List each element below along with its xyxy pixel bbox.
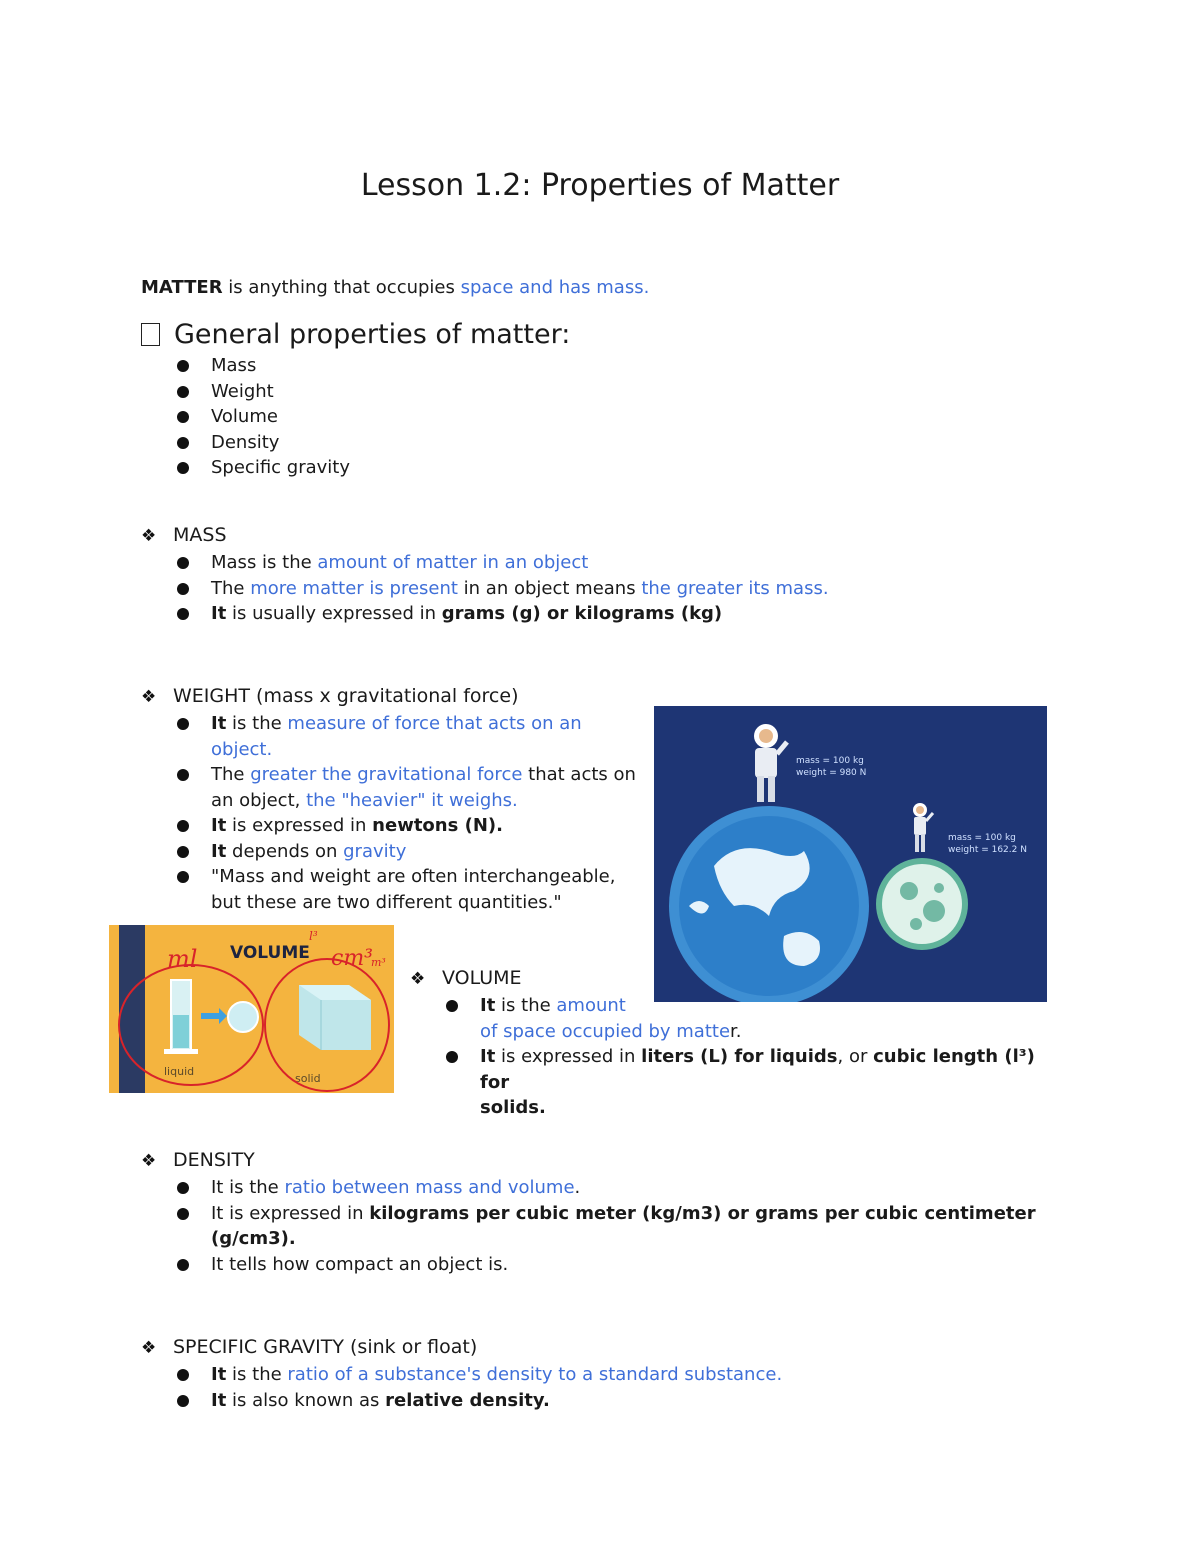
diamond-bullet-icon: ❖ bbox=[141, 526, 157, 546]
list-item: It is the ratio between mass and volume. bbox=[177, 1175, 1061, 1201]
astronaut1-mass-label: mass = 100 kg bbox=[796, 756, 864, 766]
astronaut-large-icon bbox=[754, 724, 787, 802]
diamond-bullet-icon: ❖ bbox=[141, 1151, 157, 1171]
astronaut-earth-moon-illustration bbox=[654, 706, 1047, 1002]
general-properties-heading: General properties of matter: bbox=[141, 318, 570, 352]
volume-illustration-svg bbox=[109, 925, 394, 1093]
list-item: Density bbox=[177, 430, 570, 456]
matter-definition: MATTER is anything that occupies space and has mass. bbox=[141, 277, 650, 298]
astronaut2-mass-label: mass = 100 kg bbox=[948, 833, 1016, 843]
page-title: Lesson 1.2: Properties of Matter bbox=[360, 168, 840, 203]
list-item: Mass bbox=[177, 353, 570, 379]
list-item: Volume bbox=[177, 404, 570, 430]
astronaut1-weight-label: weight = 980 N bbox=[796, 768, 867, 778]
density-section bbox=[141, 1147, 1061, 1277]
weight-list bbox=[177, 711, 661, 915]
diamond-bullet-icon: ❖ bbox=[410, 969, 426, 989]
volume-heading: ❖ VOLUME bbox=[410, 965, 1050, 993]
diamond-bullet-icon: ❖ bbox=[141, 687, 157, 707]
general-properties-list bbox=[177, 353, 570, 481]
astronaut-small-icon bbox=[913, 803, 933, 852]
liquid-label: liquid bbox=[164, 1065, 195, 1078]
specific-gravity-section bbox=[141, 1334, 1061, 1413]
moon-icon bbox=[882, 864, 962, 944]
list-item: Specific gravity bbox=[177, 455, 570, 481]
volume-illustration bbox=[109, 925, 394, 1093]
density-heading: ❖ DENSITY bbox=[141, 1147, 1061, 1175]
arrow-icon bbox=[219, 1008, 227, 1024]
list-item: It is expressed in liters (L) for liquids, or cubic length (l³) for solids. bbox=[446, 1044, 1050, 1121]
list-item: It depends on gravity bbox=[177, 839, 661, 865]
l3-annotation: l³ bbox=[309, 929, 318, 943]
list-item: Weight bbox=[177, 379, 570, 405]
m3-annotation: m³ bbox=[371, 956, 386, 969]
mass-list bbox=[177, 550, 829, 627]
ml-annotation: ml bbox=[167, 945, 198, 973]
weight-section bbox=[141, 683, 661, 915]
list-item: It is expressed in kilograms per cubic meter (kg/m3) or grams per cubic centimeter (g/cm3). bbox=[177, 1201, 1061, 1252]
mass-heading: ❖ MASS bbox=[141, 522, 829, 550]
general-properties-section bbox=[141, 318, 570, 481]
list-item: It is also known as relative density. bbox=[177, 1388, 1061, 1414]
density-list bbox=[177, 1175, 1061, 1277]
list-item: It tells how compact an object is. bbox=[177, 1252, 1061, 1278]
cm3-annotation: cm³ bbox=[331, 946, 374, 971]
specific-gravity-list bbox=[177, 1362, 1061, 1413]
droplet-icon bbox=[228, 1002, 258, 1032]
diamond-bullet-icon: ❖ bbox=[141, 1338, 157, 1358]
list-item: The greater the gravitational force that acts on an object, the "heavier" it weighs. bbox=[177, 762, 661, 813]
space-illustration-svg bbox=[654, 706, 1047, 1002]
mass-section bbox=[141, 522, 829, 627]
list-item: Mass is the amount of matter in an object bbox=[177, 550, 829, 576]
volume-image-title: VOLUME bbox=[230, 943, 310, 963]
list-item: It is the measure of force that acts on an object. bbox=[177, 711, 661, 762]
volume-list bbox=[446, 993, 1050, 1121]
solid-label: solid bbox=[295, 1072, 321, 1085]
list-item: "Mass and weight are often interchangeable, but these are two different quantities." bbox=[177, 864, 661, 915]
specific-gravity-heading: ❖ SPECIFIC GRAVITY (sink or float) bbox=[141, 1334, 1061, 1362]
list-item: It is the ratio of a substance's density to a standard substance. bbox=[177, 1362, 1061, 1388]
list-item: It is expressed in newtons (N). bbox=[177, 813, 661, 839]
weight-heading: ❖ WEIGHT (mass x gravitational force) bbox=[141, 683, 661, 711]
list-item: It is usually expressed in grams (g) or kilograms (kg) bbox=[177, 601, 829, 627]
list-item: It is the amount of space occupied by matter. bbox=[446, 993, 1050, 1044]
list-item: The more matter is present in an object means the greater its mass. bbox=[177, 576, 829, 602]
checkbox-icon bbox=[141, 323, 160, 346]
volume-section bbox=[410, 965, 1050, 1121]
astronaut2-weight-label: weight = 162.2 N bbox=[948, 845, 1027, 855]
